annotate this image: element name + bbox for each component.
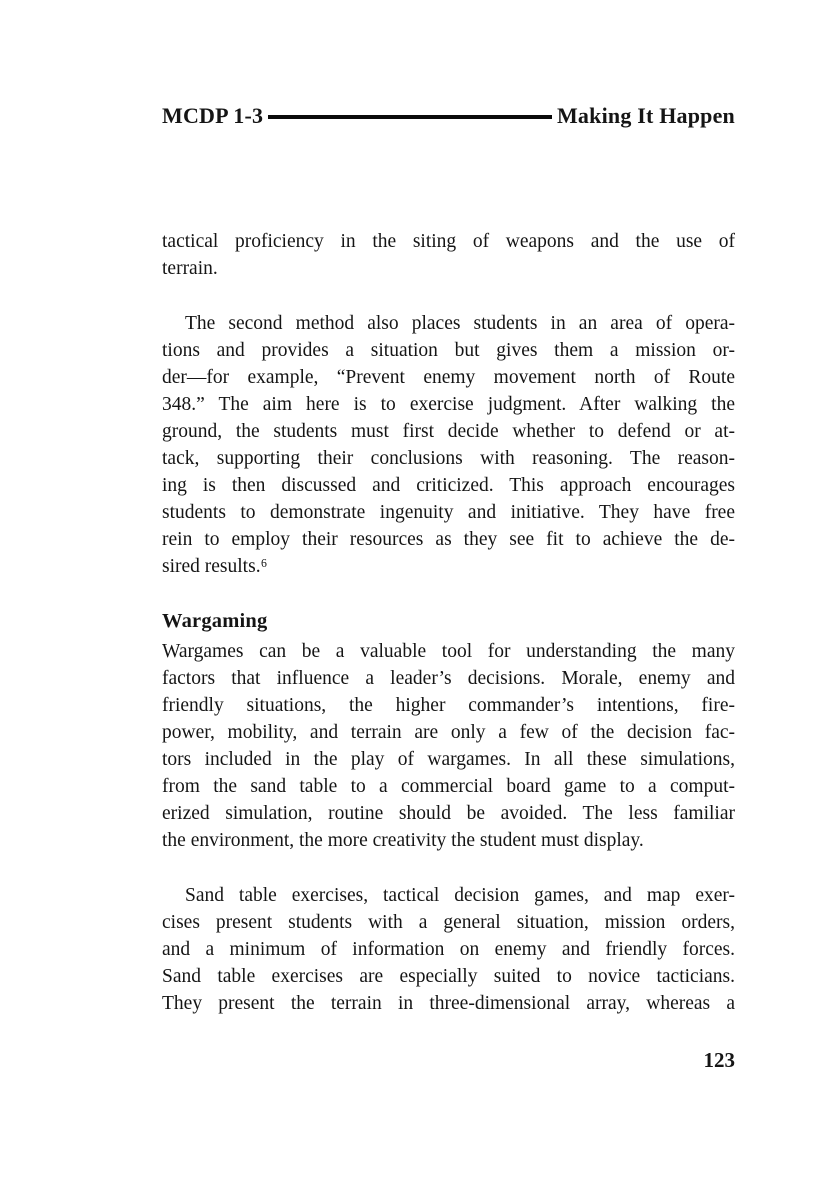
doc-title-label: Making It Happen xyxy=(556,103,735,128)
body-line: ing is then discussed and criticized. This approach encourages xyxy=(162,475,735,496)
paragraph xyxy=(162,638,735,854)
page-number: 123 xyxy=(703,1048,735,1072)
doc-id-label: MCDP 1-3 xyxy=(162,103,264,128)
body-line: and a minimum of information on enemy and friendly forces. xyxy=(162,939,735,960)
body-line: friendly situations, the higher commander’s intentions, fire- xyxy=(162,695,735,716)
body-line: from the sand table to a commercial board game to a comput- xyxy=(162,776,735,797)
body-line: Sand table exercises are especially suited to novice tacticians. xyxy=(162,966,735,987)
body-line: erized simulation, routine should be avoided. The less familiar xyxy=(162,803,735,824)
body-line: rein to employ their resources as they see fit to achieve the de- xyxy=(162,529,735,550)
section-heading: Wargaming xyxy=(162,610,268,632)
body-line: Sand table exercises, tactical decision games, and map exer- xyxy=(185,885,735,906)
page-header xyxy=(162,103,735,129)
body-line: terrain. xyxy=(162,258,218,279)
body-line: students to demonstrate ingenuity and initiative. They have free xyxy=(162,502,735,523)
body-line: The second method also places students in an area of opera- xyxy=(185,313,735,334)
body-line: They present the terrain in three-dimensional array, whereas a xyxy=(162,993,735,1014)
body-line: tors included in the play of wargames. In all these simulations, xyxy=(162,749,735,770)
header-rule xyxy=(268,115,552,119)
body-line: cises present students with a general situation, mission orders, xyxy=(162,912,735,933)
body-line: der—for example, “Prevent enemy movement north of Route xyxy=(162,367,735,388)
body-line: 348.” The aim here is to exercise judgment. After walking the xyxy=(162,394,735,415)
document-body xyxy=(162,228,735,1017)
body-line: tactical proficiency in the siting of weapons and the use of xyxy=(162,231,735,252)
body-line: power, mobility, and terrain are only a few of the decision fac- xyxy=(162,722,735,743)
paragraph xyxy=(162,310,735,580)
body-line: tions and provides a situation but gives them a mission or- xyxy=(162,340,735,361)
paragraph xyxy=(162,228,735,282)
body-line: sired results.⁶ xyxy=(162,556,268,577)
body-line: Wargames can be a valuable tool for understanding the many xyxy=(162,641,735,662)
body-line: factors that influence a leader’s decisions. Morale, enemy and xyxy=(162,668,735,689)
paragraph xyxy=(162,882,735,1017)
body-line: ground, the students must first decide whether to defend or at- xyxy=(162,421,735,442)
body-line: tack, supporting their conclusions with reasoning. The reason- xyxy=(162,448,735,469)
body-line: the environment, the more creativity the student must display. xyxy=(162,830,644,851)
